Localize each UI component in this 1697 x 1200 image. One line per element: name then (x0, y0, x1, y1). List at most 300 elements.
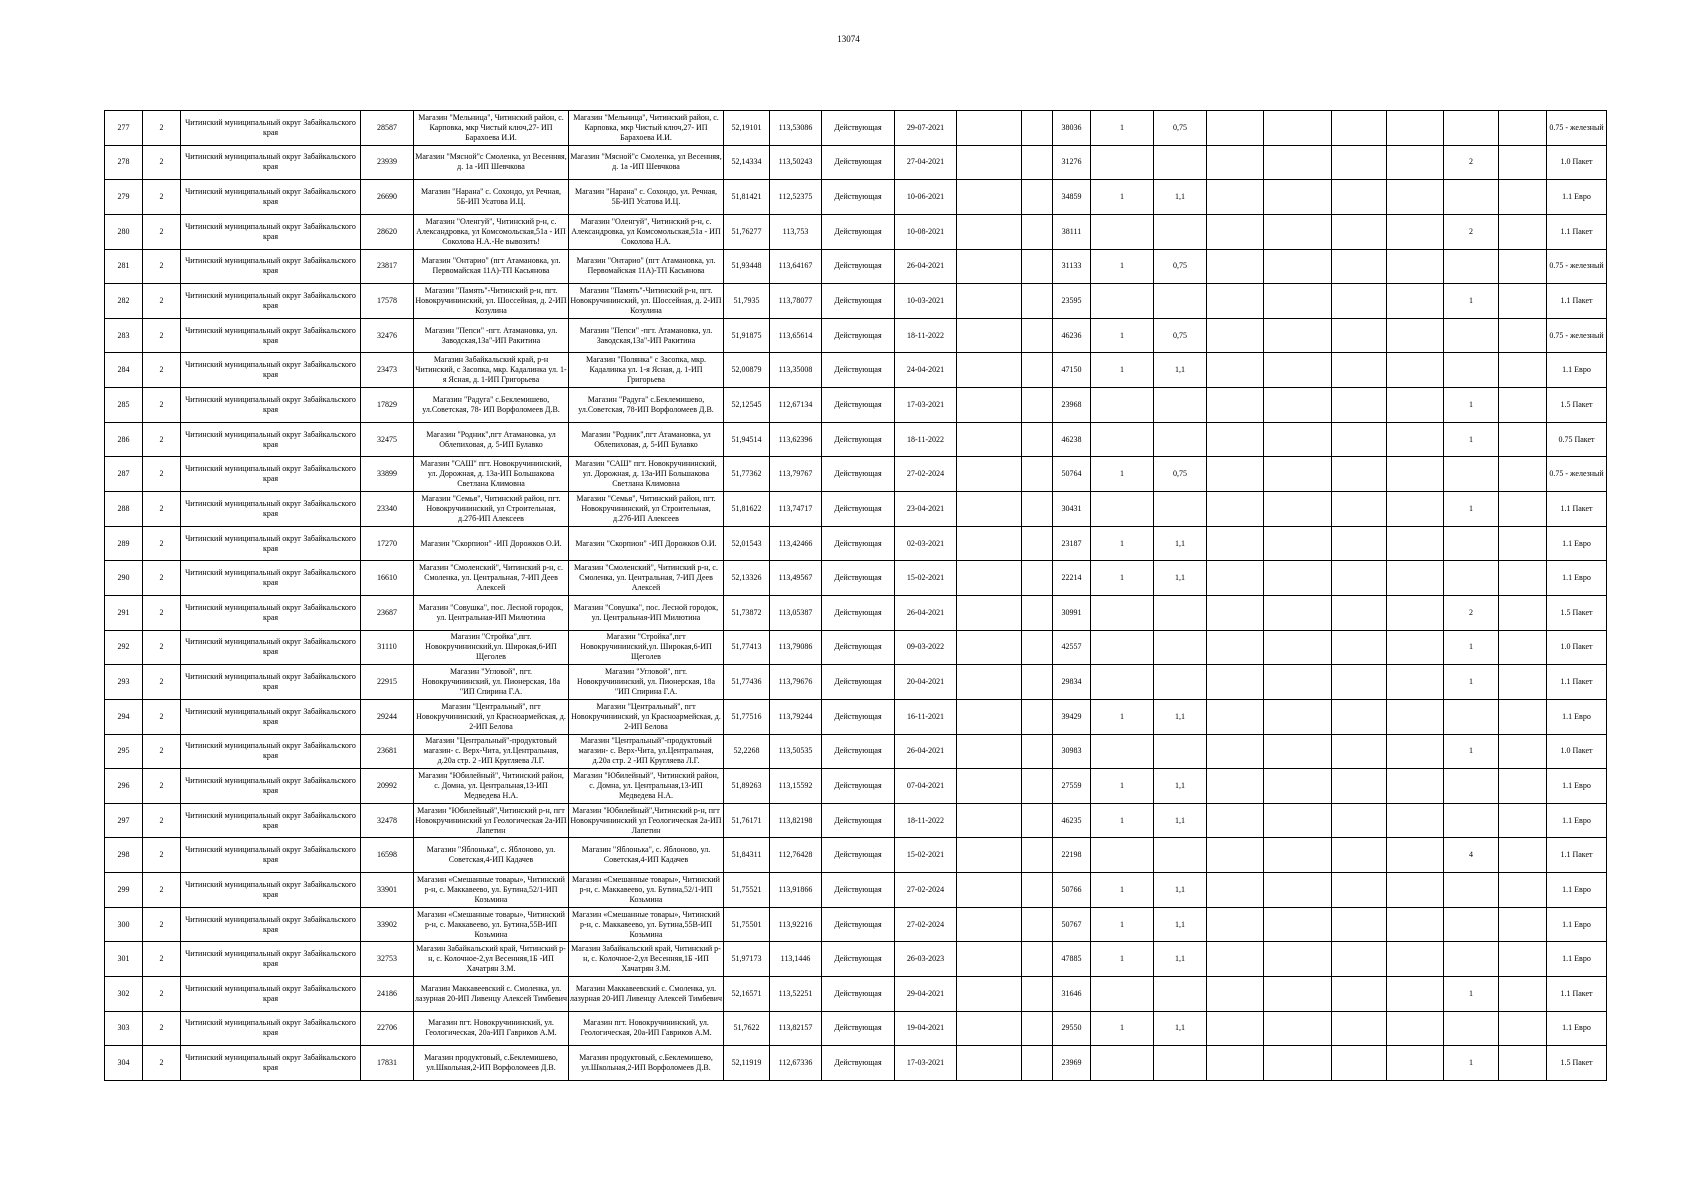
cell-blank2 (1022, 318, 1053, 353)
cell-container: 0.75 - железный (1547, 249, 1607, 284)
cell-lon: 113,79767 (770, 457, 822, 492)
cell-lat: 51,81622 (724, 492, 770, 527)
cell-b6 (1387, 111, 1444, 146)
cell-address: Магазин "Смоленский", Читинский р-н, с. Смоленка, ул. Центральная, 7-ИП Деев Алексей (569, 561, 724, 596)
cell-container: 1.1 Евро (1547, 699, 1607, 734)
cell-b6 (1387, 873, 1444, 908)
table-row (105, 803, 1607, 838)
cell-count (1091, 284, 1154, 319)
cell-id: 22706 (361, 1011, 414, 1046)
table-row (105, 769, 1607, 804)
cell-b7 (1499, 1011, 1547, 1046)
cell-code: 30991 (1053, 595, 1091, 630)
cell-qty2 (1444, 318, 1499, 353)
cell-volume: 1,1 (1154, 873, 1207, 908)
cell-count: 1 (1091, 457, 1154, 492)
cell-status: Действующая (822, 734, 895, 769)
cell-raion: Читинский муниципальный округ Забайкальского края (181, 388, 361, 423)
cell-group: 2 (143, 284, 181, 319)
cell-b5 (1332, 457, 1387, 492)
cell-raion: Читинский муниципальный округ Забайкальского края (181, 353, 361, 388)
cell-no: 286 (105, 422, 143, 457)
cell-raion: Читинский муниципальный округ Забайкальского края (181, 214, 361, 249)
cell-b4 (1264, 284, 1332, 319)
cell-address: Магазин «Смешанные товары», Читинский р-н, с. Маккавеево, ул. Бутина,55В-ИП Козьмина (569, 907, 724, 942)
cell-blank1 (957, 1011, 1022, 1046)
cell-b3 (1207, 942, 1264, 977)
cell-address: Магазин "САШ" пгт. Новокручининский, ул. Дорожная, д. 13а-ИП Большакова Светлана Климовна (569, 457, 724, 492)
cell-blank2 (1022, 769, 1053, 804)
cell-name: Магазин "Юбилейный", Читинский район, с. Домна, ул. Центральная,13-ИП Медведева Н.А. (414, 769, 569, 804)
cell-group: 2 (143, 180, 181, 215)
cell-name: Магазин "Совушка", пос. Лесной городок, ул. Центральная-ИП Милютина (414, 595, 569, 630)
cell-blank1 (957, 734, 1022, 769)
cell-lat: 52,19101 (724, 111, 770, 146)
cell-no: 294 (105, 699, 143, 734)
cell-raion: Читинский муниципальный округ Забайкальского края (181, 180, 361, 215)
cell-status: Действующая (822, 595, 895, 630)
cell-lon: 113,53086 (770, 111, 822, 146)
cell-group: 2 (143, 457, 181, 492)
cell-container: 0.75 - железный (1547, 318, 1607, 353)
cell-container: 1.5 Пакет (1547, 388, 1607, 423)
cell-id: 28620 (361, 214, 414, 249)
cell-lon: 113,42466 (770, 526, 822, 561)
cell-b5 (1332, 353, 1387, 388)
cell-lon: 113,78077 (770, 284, 822, 319)
cell-b3 (1207, 526, 1264, 561)
cell-b7 (1499, 284, 1547, 319)
cell-id: 23687 (361, 595, 414, 630)
cell-b6 (1387, 734, 1444, 769)
cell-b3 (1207, 214, 1264, 249)
cell-raion: Читинский муниципальный округ Забайкальского края (181, 457, 361, 492)
cell-b5 (1332, 769, 1387, 804)
cell-count: 1 (1091, 699, 1154, 734)
cell-volume (1154, 665, 1207, 700)
cell-b3 (1207, 595, 1264, 630)
cell-b4 (1264, 249, 1332, 284)
cell-status: Действующая (822, 388, 895, 423)
cell-code: 23595 (1053, 284, 1091, 319)
cell-blank1 (957, 492, 1022, 527)
cell-count (1091, 492, 1154, 527)
cell-b6 (1387, 665, 1444, 700)
cell-code: 31133 (1053, 249, 1091, 284)
cell-b5 (1332, 699, 1387, 734)
cell-count (1091, 422, 1154, 457)
cell-blank1 (957, 665, 1022, 700)
cell-date: 26-03-2023 (895, 942, 957, 977)
cell-status: Действующая (822, 838, 895, 873)
cell-id: 32476 (361, 318, 414, 353)
table-row (105, 457, 1607, 492)
cell-address: Магазин "Центральный", пгт Новокручининский, ул Красноармейская, д. 2-ИП Белова (569, 699, 724, 734)
cell-b4 (1264, 942, 1332, 977)
cell-blank1 (957, 942, 1022, 977)
cell-code: 34859 (1053, 180, 1091, 215)
cell-volume: 1,1 (1154, 353, 1207, 388)
cell-container: 1.0 Пакет (1547, 734, 1607, 769)
cell-volume (1154, 214, 1207, 249)
cell-id: 32478 (361, 803, 414, 838)
table-row (105, 526, 1607, 561)
cell-b4 (1264, 907, 1332, 942)
cell-date: 26-04-2021 (895, 595, 957, 630)
table-row (105, 942, 1607, 977)
cell-b6 (1387, 942, 1444, 977)
table-row (105, 595, 1607, 630)
cell-address: Магазин "Мясной"с Смоленка, ул Весенняя, д. 1а -ИП Шевчкова (569, 145, 724, 180)
cell-blank1 (957, 457, 1022, 492)
cell-id: 29244 (361, 699, 414, 734)
cell-b5 (1332, 492, 1387, 527)
cell-group: 2 (143, 388, 181, 423)
cell-lon: 112,76428 (770, 838, 822, 873)
cell-lon: 113,64167 (770, 249, 822, 284)
cell-container: 1.1 Пакет (1547, 284, 1607, 319)
cell-no: 292 (105, 630, 143, 665)
cell-count: 1 (1091, 803, 1154, 838)
cell-b7 (1499, 1046, 1547, 1081)
cell-name: Магазин "Угловой", пгт. Новокручининский, ул. Пионерская, 18а "ИП Спирина Г.А. (414, 665, 569, 700)
cell-code: 31276 (1053, 145, 1091, 180)
cell-raion: Читинский муниципальный округ Забайкальского края (181, 249, 361, 284)
cell-lat: 51,73872 (724, 595, 770, 630)
cell-b5 (1332, 388, 1387, 423)
cell-b7 (1499, 353, 1547, 388)
cell-address: Магазин "Центральный"-продуктовый магазин- с. Верх-Чита, ул.Центральная, д.20а стр. 2 -ИП Кругляева Л.Г. (569, 734, 724, 769)
cell-id: 22915 (361, 665, 414, 700)
table-row (105, 699, 1607, 734)
cell-lat: 51,94514 (724, 422, 770, 457)
cell-container: 1.1 Евро (1547, 1011, 1607, 1046)
cell-lon: 113,82198 (770, 803, 822, 838)
cell-lat: 51,75521 (724, 873, 770, 908)
cell-lon: 113,50243 (770, 145, 822, 180)
cell-name: Магазин "Нарана" с. Сохондо, ул Речная, 5Б-ИП Усатова И.Ц. (414, 180, 569, 215)
cell-blank2 (1022, 353, 1053, 388)
cell-blank2 (1022, 630, 1053, 665)
cell-qty2 (1444, 180, 1499, 215)
cell-volume: 1,1 (1154, 907, 1207, 942)
cell-count (1091, 1046, 1154, 1081)
cell-lon: 113,79676 (770, 665, 822, 700)
cell-b5 (1332, 111, 1387, 146)
table-row (105, 734, 1607, 769)
cell-group: 2 (143, 492, 181, 527)
cell-qty2 (1444, 699, 1499, 734)
cell-b4 (1264, 1046, 1332, 1081)
cell-b6 (1387, 492, 1444, 527)
cell-b7 (1499, 318, 1547, 353)
cell-id: 26690 (361, 180, 414, 215)
cell-count (1091, 145, 1154, 180)
cell-code: 22214 (1053, 561, 1091, 596)
cell-qty2 (1444, 803, 1499, 838)
cell-no: 297 (105, 803, 143, 838)
cell-b5 (1332, 561, 1387, 596)
cell-status: Действующая (822, 1046, 895, 1081)
cell-no: 282 (105, 284, 143, 319)
cell-name: Магазин "Пепси" -пгт. Атамановка, ул. Заводская,13а"-ИП Ракитина (414, 318, 569, 353)
cell-count: 1 (1091, 353, 1154, 388)
cell-name: Магазин "Мельница", Читинский район, с. Карповка, мкр Чистый ключ,27- ИП Барахоева И.И. (414, 111, 569, 146)
cell-raion: Читинский муниципальный округ Забайкальского края (181, 111, 361, 146)
cell-volume: 1,1 (1154, 769, 1207, 804)
cell-count (1091, 665, 1154, 700)
cell-id: 16598 (361, 838, 414, 873)
cell-name: Магазин Маккавеевский с. Смоленка, ул. лазурная 20-ИП Ливенцу Алексей Тимбевич (414, 977, 569, 1012)
cell-id: 17831 (361, 1046, 414, 1081)
cell-no: 291 (105, 595, 143, 630)
cell-address: Магазин "Мельница", Читинский район, с. Карповка, мкр Чистый ключ,27- ИП Барахоева И.И. (569, 111, 724, 146)
cell-container: 1.1 Пакет (1547, 665, 1607, 700)
cell-date: 09-03-2022 (895, 630, 957, 665)
cell-b6 (1387, 388, 1444, 423)
cell-count: 1 (1091, 1011, 1154, 1046)
cell-date: 10-03-2021 (895, 284, 957, 319)
cell-status: Действующая (822, 873, 895, 908)
cell-container: 1.5 Пакет (1547, 595, 1607, 630)
cell-qty2: 1 (1444, 422, 1499, 457)
cell-status: Действующая (822, 630, 895, 665)
cell-b6 (1387, 180, 1444, 215)
table-row (105, 907, 1607, 942)
cell-blank2 (1022, 492, 1053, 527)
cell-container: 1.1 Пакет (1547, 838, 1607, 873)
cell-b3 (1207, 665, 1264, 700)
cell-no: 296 (105, 769, 143, 804)
cell-no: 295 (105, 734, 143, 769)
cell-blank1 (957, 318, 1022, 353)
cell-group: 2 (143, 699, 181, 734)
cell-b4 (1264, 457, 1332, 492)
cell-status: Действующая (822, 492, 895, 527)
cell-b3 (1207, 907, 1264, 942)
cell-b3 (1207, 1046, 1264, 1081)
cell-count: 1 (1091, 873, 1154, 908)
table-row (105, 388, 1607, 423)
cell-count (1091, 734, 1154, 769)
cell-blank2 (1022, 838, 1053, 873)
cell-blank2 (1022, 180, 1053, 215)
cell-b7 (1499, 388, 1547, 423)
cell-b6 (1387, 803, 1444, 838)
cell-b4 (1264, 977, 1332, 1012)
cell-raion: Читинский муниципальный округ Забайкальского края (181, 907, 361, 942)
cell-group: 2 (143, 769, 181, 804)
cell-count: 1 (1091, 318, 1154, 353)
cell-count: 1 (1091, 111, 1154, 146)
cell-b4 (1264, 214, 1332, 249)
cell-raion: Читинский муниципальный округ Забайкальского края (181, 977, 361, 1012)
cell-lat: 51,81421 (724, 180, 770, 215)
cell-lon: 113,1446 (770, 942, 822, 977)
cell-status: Действующая (822, 907, 895, 942)
cell-blank1 (957, 422, 1022, 457)
cell-raion: Читинский муниципальный округ Забайкальского края (181, 699, 361, 734)
cell-blank1 (957, 873, 1022, 908)
cell-date: 17-03-2021 (895, 1046, 957, 1081)
cell-lat: 51,76277 (724, 214, 770, 249)
cell-no: 279 (105, 180, 143, 215)
cell-lon: 113,82157 (770, 1011, 822, 1046)
registry-table (104, 110, 1607, 1081)
cell-lon: 113,35008 (770, 353, 822, 388)
cell-code: 23969 (1053, 1046, 1091, 1081)
cell-count: 1 (1091, 526, 1154, 561)
cell-b5 (1332, 803, 1387, 838)
cell-raion: Читинский муниципальный округ Забайкальского края (181, 284, 361, 319)
cell-status: Действующая (822, 422, 895, 457)
cell-lon: 113,753 (770, 214, 822, 249)
cell-b7 (1499, 907, 1547, 942)
cell-lon: 112,52375 (770, 180, 822, 215)
cell-qty2 (1444, 249, 1499, 284)
cell-status: Действующая (822, 111, 895, 146)
cell-qty2 (1444, 353, 1499, 388)
cell-address: Магазин "Стройка",пгт Новокручининский,ул. Широкая,6-ИП Щеголев (569, 630, 724, 665)
cell-date: 16-11-2021 (895, 699, 957, 734)
cell-blank2 (1022, 942, 1053, 977)
cell-status: Действующая (822, 249, 895, 284)
cell-b3 (1207, 734, 1264, 769)
cell-blank2 (1022, 422, 1053, 457)
cell-b6 (1387, 769, 1444, 804)
cell-id: 17578 (361, 284, 414, 319)
cell-volume (1154, 492, 1207, 527)
cell-group: 2 (143, 942, 181, 977)
cell-count (1091, 388, 1154, 423)
cell-b6 (1387, 457, 1444, 492)
cell-lat: 51,97173 (724, 942, 770, 977)
cell-blank2 (1022, 907, 1053, 942)
table-row (105, 214, 1607, 249)
cell-blank1 (957, 1046, 1022, 1081)
cell-b4 (1264, 1011, 1332, 1046)
cell-b3 (1207, 284, 1264, 319)
cell-qty2: 4 (1444, 838, 1499, 873)
cell-b3 (1207, 388, 1264, 423)
cell-b4 (1264, 734, 1332, 769)
cell-address: Магазин "Полянка" с Засопка, мкр. Кадалинка ул. 1-я Ясная, д. 1-ИП Григорьева (569, 353, 724, 388)
cell-container: 0.75 - железный (1547, 111, 1607, 146)
cell-b3 (1207, 561, 1264, 596)
cell-date: 15-02-2021 (895, 561, 957, 596)
cell-blank1 (957, 838, 1022, 873)
cell-id: 17829 (361, 388, 414, 423)
cell-b5 (1332, 526, 1387, 561)
table-row (105, 630, 1607, 665)
cell-b7 (1499, 145, 1547, 180)
cell-b6 (1387, 907, 1444, 942)
cell-blank2 (1022, 595, 1053, 630)
cell-date: 29-07-2021 (895, 111, 957, 146)
cell-raion: Читинский муниципальный округ Забайкальского края (181, 873, 361, 908)
cell-name: Магазин "Родник",пгт Атамановка, ул Облепиховая, д. 5-ИП Булавко (414, 422, 569, 457)
cell-lat: 51,7622 (724, 1011, 770, 1046)
cell-no: 293 (105, 665, 143, 700)
cell-b4 (1264, 873, 1332, 908)
cell-group: 2 (143, 318, 181, 353)
cell-count: 1 (1091, 769, 1154, 804)
cell-b5 (1332, 734, 1387, 769)
cell-no: 287 (105, 457, 143, 492)
cell-lon: 113,91866 (770, 873, 822, 908)
cell-address: Магазин продуктовый, с.Беклемишево, ул.Школьная,2-ИП Ворфоломеев Д.В. (569, 1046, 724, 1081)
cell-raion: Читинский муниципальный округ Забайкальского края (181, 665, 361, 700)
cell-blank1 (957, 977, 1022, 1012)
cell-address: Магазин "Родник",пгт Атамановка, ул Облепиховая, д. 5-ИП Булавко (569, 422, 724, 457)
cell-blank1 (957, 249, 1022, 284)
cell-name: Магазин "Центральный", пгт Новокручининский, ул Красноармейская, д. 2-ИП Белова (414, 699, 569, 734)
cell-status: Действующая (822, 803, 895, 838)
cell-blank1 (957, 111, 1022, 146)
cell-id: 16610 (361, 561, 414, 596)
cell-address: Магазин "Угловой", пгт. Новокручининский, ул. Пионерская, 18а "ИП Спирина Г.А. (569, 665, 724, 700)
cell-group: 2 (143, 665, 181, 700)
cell-address: Магазин "Онтарио" (пгт Атамановка, ул. Первомайская 11А)-ТП Касьянова (569, 249, 724, 284)
cell-code: 30431 (1053, 492, 1091, 527)
cell-b5 (1332, 942, 1387, 977)
cell-lon: 113,79086 (770, 630, 822, 665)
cell-no: 278 (105, 145, 143, 180)
cell-b7 (1499, 561, 1547, 596)
cell-address: Магазин "Яблонька", с. Яблоново, ул. Советская,4-ИП Кадачев (569, 838, 724, 873)
cell-volume: 1,1 (1154, 699, 1207, 734)
cell-container: 1.1 Евро (1547, 769, 1607, 804)
cell-container: 1.0 Пакет (1547, 630, 1607, 665)
cell-blank2 (1022, 1046, 1053, 1081)
cell-volume: 0,75 (1154, 249, 1207, 284)
cell-b3 (1207, 249, 1264, 284)
cell-name: Магазин «Смешанные товары», Читинский р-н, с. Маккавеево, ул. Бутина,52/1-ИП Козьмина (414, 873, 569, 908)
cell-b4 (1264, 526, 1332, 561)
cell-b4 (1264, 838, 1332, 873)
cell-b6 (1387, 561, 1444, 596)
cell-lat: 52,14334 (724, 145, 770, 180)
cell-qty2 (1444, 526, 1499, 561)
cell-b5 (1332, 907, 1387, 942)
cell-blank1 (957, 803, 1022, 838)
cell-status: Действующая (822, 942, 895, 977)
cell-volume: 0,75 (1154, 318, 1207, 353)
cell-b4 (1264, 145, 1332, 180)
cell-b7 (1499, 699, 1547, 734)
cell-code: 50766 (1053, 873, 1091, 908)
cell-b5 (1332, 1011, 1387, 1046)
cell-raion: Читинский муниципальный округ Забайкальского края (181, 838, 361, 873)
table-row (105, 1046, 1607, 1081)
cell-blank2 (1022, 111, 1053, 146)
page-number: 13074 (837, 34, 860, 44)
cell-date: 18-11-2022 (895, 803, 957, 838)
cell-status: Действующая (822, 180, 895, 215)
cell-volume (1154, 630, 1207, 665)
cell-b3 (1207, 422, 1264, 457)
cell-lon: 113,74717 (770, 492, 822, 527)
cell-date: 17-03-2021 (895, 388, 957, 423)
cell-raion: Читинский муниципальный округ Забайкальского края (181, 422, 361, 457)
cell-lat: 52,00879 (724, 353, 770, 388)
cell-container: 1.1 Пакет (1547, 977, 1607, 1012)
cell-name: Магазин "Юбилейный",Читинский р-н, пгт Новокручининский ул Геологическая 2а-ИП Лапетин (414, 803, 569, 838)
cell-code: 46236 (1053, 318, 1091, 353)
cell-b6 (1387, 1046, 1444, 1081)
cell-status: Действующая (822, 457, 895, 492)
cell-date: 15-02-2021 (895, 838, 957, 873)
